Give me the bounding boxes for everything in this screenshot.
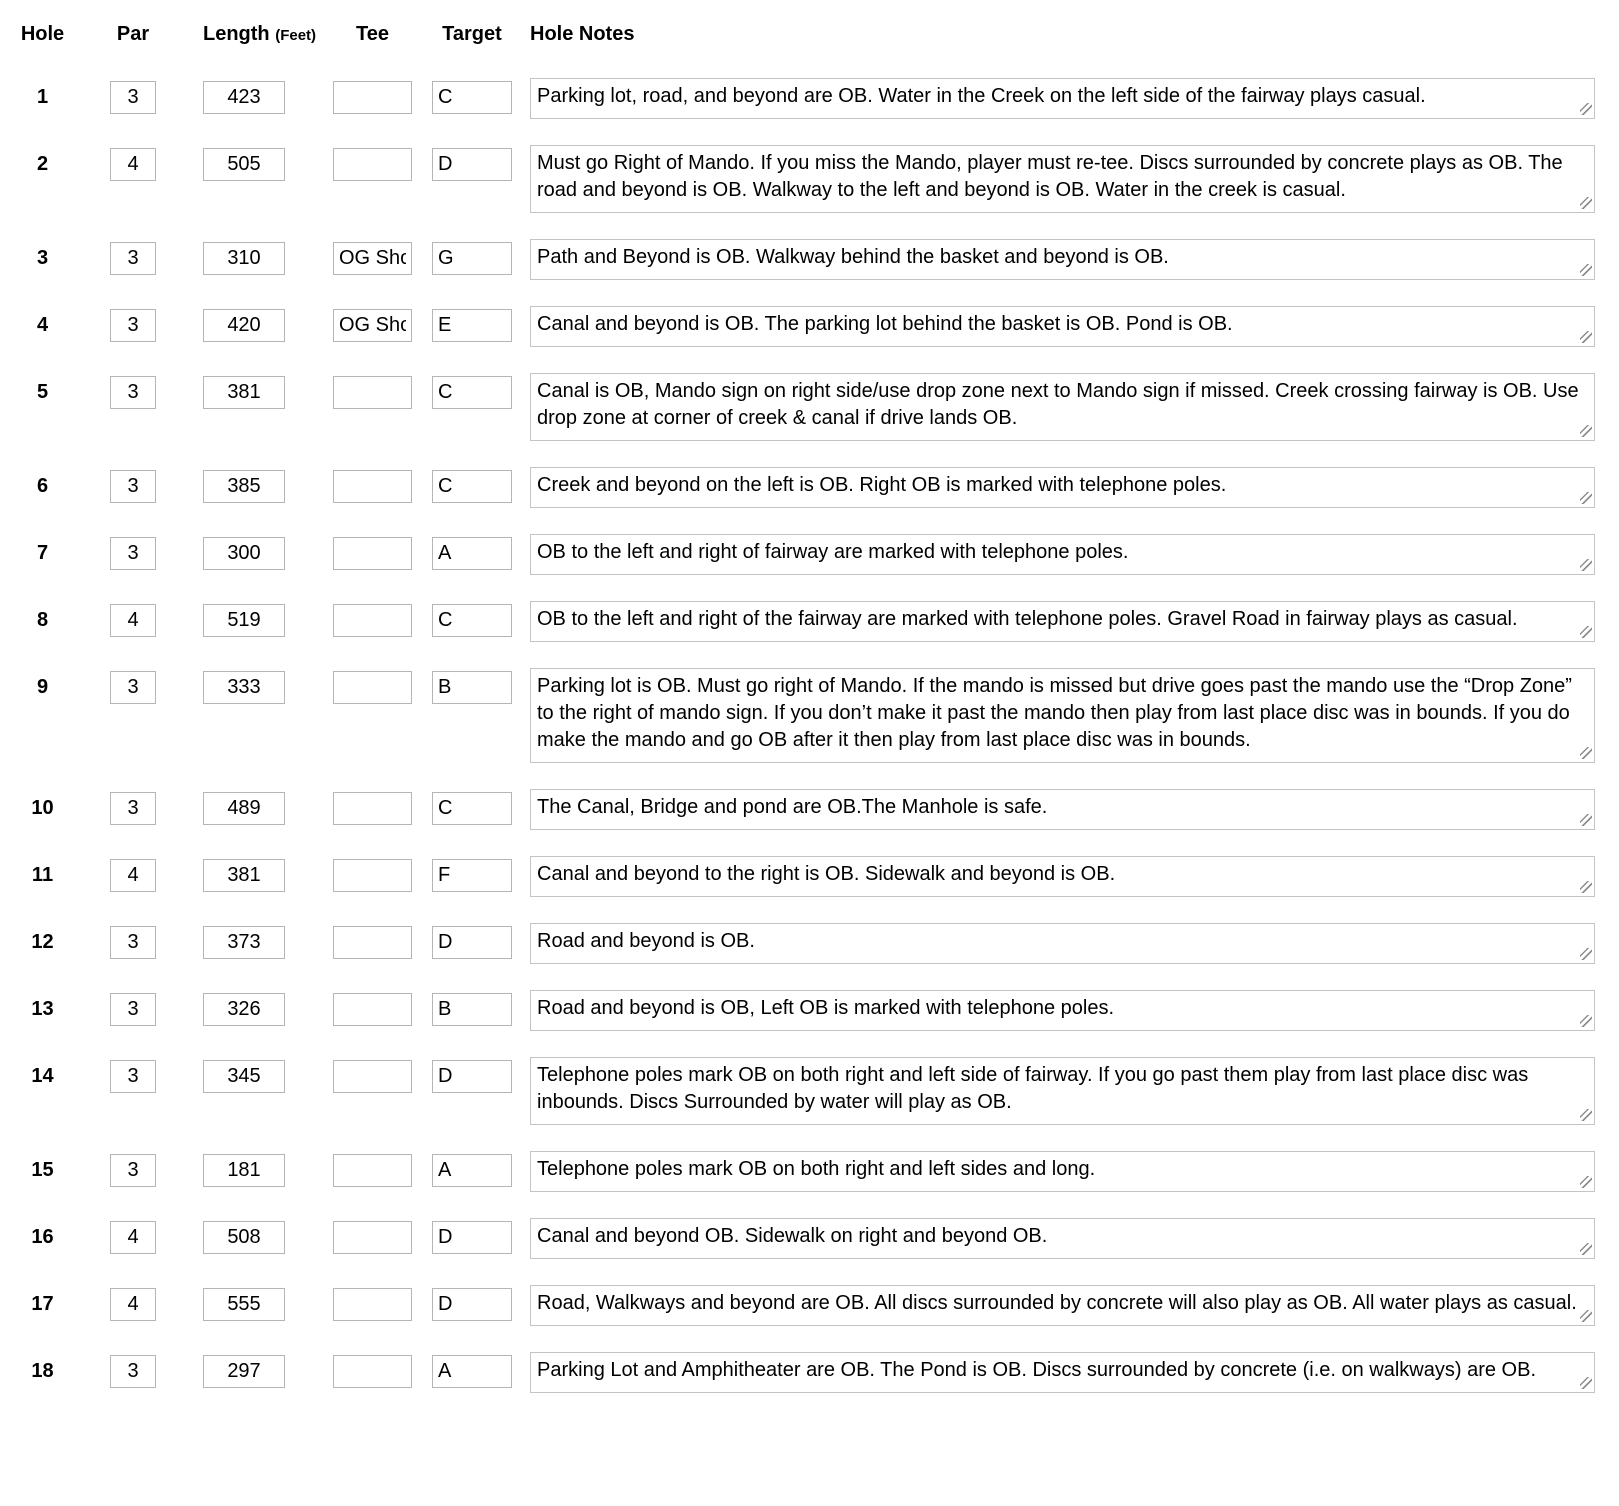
length-input[interactable] — [203, 1060, 285, 1093]
tee-input[interactable] — [333, 792, 412, 825]
resize-grip-icon[interactable] — [1580, 881, 1592, 893]
column-header-hole: Hole — [20, 23, 65, 45]
resize-grip-icon[interactable] — [1580, 1015, 1592, 1027]
hole-number: 18 — [31, 1360, 54, 1382]
target-input[interactable] — [432, 1060, 512, 1093]
par-input[interactable] — [110, 470, 156, 503]
tee-input[interactable] — [333, 1060, 412, 1093]
length-input[interactable] — [203, 1355, 285, 1388]
hole-row — [15, 145, 1619, 213]
par-input[interactable] — [110, 1355, 156, 1388]
resize-grip-icon[interactable] — [1580, 331, 1592, 343]
tee-input[interactable] — [333, 604, 412, 637]
hole-notes-textarea[interactable] — [530, 1218, 1595, 1259]
hole-number: 16 — [31, 1226, 54, 1248]
tee-input[interactable] — [333, 537, 412, 570]
target-input[interactable] — [432, 926, 512, 959]
hole-number: 14 — [31, 1065, 54, 1087]
target-input[interactable] — [432, 993, 512, 1026]
hole-row — [15, 467, 1619, 508]
column-header-target: Target — [442, 23, 502, 45]
hole-number: 8 — [36, 609, 49, 631]
length-input[interactable] — [203, 81, 285, 114]
length-input[interactable] — [203, 926, 285, 959]
target-input[interactable] — [432, 470, 512, 503]
hole-row — [15, 789, 1619, 830]
length-input[interactable] — [203, 242, 285, 275]
hole-number: 13 — [31, 998, 54, 1020]
par-input[interactable] — [110, 671, 156, 704]
target-input[interactable] — [432, 604, 512, 637]
hole-notes-textarea[interactable] — [530, 923, 1595, 964]
resize-grip-icon[interactable] — [1580, 264, 1592, 276]
par-input[interactable] — [110, 376, 156, 409]
column-header-tee: Tee — [356, 23, 389, 45]
hole-notes-textarea[interactable] — [530, 78, 1595, 119]
hole-row — [15, 1218, 1619, 1259]
hole-number: 12 — [31, 931, 54, 953]
hole-row — [15, 373, 1619, 441]
hole-number: 9 — [36, 676, 49, 698]
target-input[interactable] — [432, 376, 512, 409]
resize-grip-icon[interactable] — [1580, 626, 1592, 638]
hole-number: 11 — [31, 864, 54, 886]
tee-input[interactable] — [333, 671, 412, 704]
hole-notes-textarea[interactable] — [530, 990, 1595, 1031]
target-input[interactable] — [432, 671, 512, 704]
tee-input[interactable] — [333, 81, 412, 114]
hole-notes-textarea[interactable] — [530, 789, 1595, 830]
hole-row — [15, 856, 1619, 897]
par-input[interactable] — [110, 604, 156, 637]
target-input[interactable] — [432, 242, 512, 275]
tee-input[interactable] — [333, 242, 412, 275]
hole-notes-textarea[interactable] — [530, 145, 1595, 213]
tee-input[interactable] — [333, 376, 412, 409]
hole-number: 17 — [31, 1293, 54, 1315]
hole-number: 15 — [31, 1159, 54, 1181]
par-input[interactable] — [110, 1288, 156, 1321]
par-input[interactable] — [110, 792, 156, 825]
par-input[interactable] — [110, 309, 156, 342]
target-input[interactable] — [432, 148, 512, 181]
hole-row — [15, 1057, 1619, 1125]
tee-input[interactable] — [333, 1221, 412, 1254]
tee-input[interactable] — [333, 470, 412, 503]
length-input[interactable] — [203, 671, 285, 704]
hole-notes-textarea[interactable] — [530, 239, 1595, 280]
target-input[interactable] — [432, 81, 512, 114]
par-input[interactable] — [110, 926, 156, 959]
resize-grip-icon[interactable] — [1580, 425, 1592, 437]
target-input[interactable] — [432, 792, 512, 825]
target-input[interactable] — [432, 537, 512, 570]
hole-row — [15, 1151, 1619, 1192]
length-input[interactable] — [203, 376, 285, 409]
par-input[interactable] — [110, 1060, 156, 1093]
par-input[interactable] — [110, 1221, 156, 1254]
par-input[interactable] — [110, 148, 156, 181]
length-input[interactable] — [203, 1288, 285, 1321]
tee-input[interactable] — [333, 1288, 412, 1321]
hole-number: 3 — [36, 247, 49, 269]
hole-number: 7 — [36, 542, 49, 564]
target-input[interactable] — [432, 309, 512, 342]
column-header-par: Par — [116, 23, 150, 45]
resize-grip-icon[interactable] — [1580, 197, 1592, 209]
target-input[interactable] — [432, 1154, 512, 1187]
resize-grip-icon[interactable] — [1580, 1243, 1592, 1255]
hole-notes-textarea[interactable] — [530, 534, 1595, 575]
length-input[interactable] — [203, 309, 285, 342]
hole-row — [15, 239, 1619, 280]
tee-input[interactable] — [333, 1355, 412, 1388]
resize-grip-icon[interactable] — [1580, 948, 1592, 960]
target-input[interactable] — [432, 1288, 512, 1321]
hole-number: 6 — [36, 475, 49, 497]
hole-number: 10 — [31, 797, 54, 819]
hole-notes-textarea[interactable] — [530, 1057, 1595, 1125]
length-input[interactable] — [203, 604, 285, 637]
par-input[interactable] — [110, 859, 156, 892]
length-input[interactable] — [203, 1154, 285, 1187]
hole-row — [15, 534, 1619, 575]
par-input[interactable] — [110, 242, 156, 275]
resize-grip-icon[interactable] — [1580, 1377, 1592, 1389]
length-input[interactable] — [203, 1221, 285, 1254]
hole-number: 2 — [36, 153, 49, 175]
hole-number: 5 — [36, 381, 49, 403]
resize-grip-icon[interactable] — [1580, 1109, 1592, 1121]
hole-row — [15, 1352, 1619, 1393]
hole-notes-textarea[interactable] — [530, 1352, 1595, 1393]
target-input[interactable] — [432, 859, 512, 892]
tee-input[interactable] — [333, 993, 412, 1026]
length-input[interactable] — [203, 148, 285, 181]
hole-notes-textarea[interactable] — [530, 467, 1595, 508]
resize-grip-icon[interactable] — [1580, 1176, 1592, 1188]
par-input[interactable] — [110, 993, 156, 1026]
table-header-row — [15, 22, 1619, 48]
target-input[interactable] — [432, 1221, 512, 1254]
hole-row — [15, 78, 1619, 119]
hole-notes-textarea[interactable] — [530, 668, 1595, 763]
length-input[interactable] — [203, 792, 285, 825]
par-input[interactable] — [110, 1154, 156, 1187]
column-header-length-unit: (Feet) — [275, 27, 317, 44]
length-input[interactable] — [203, 859, 285, 892]
resize-grip-icon[interactable] — [1580, 814, 1592, 826]
hole-notes-textarea[interactable] — [530, 601, 1595, 642]
hole-notes-textarea[interactable] — [530, 1151, 1595, 1192]
hole-number: 1 — [36, 86, 49, 108]
hole-row — [15, 601, 1619, 642]
par-input[interactable] — [110, 81, 156, 114]
column-header-length: Length (Feet) — [203, 23, 317, 45]
hole-row — [15, 306, 1619, 347]
hole-row — [15, 668, 1619, 763]
hole-notes-textarea[interactable] — [530, 373, 1595, 441]
hole-rows — [15, 78, 1619, 1393]
par-input[interactable] — [110, 537, 156, 570]
tee-input[interactable] — [333, 309, 412, 342]
resize-grip-icon[interactable] — [1580, 1310, 1592, 1322]
hole-notes-textarea[interactable] — [530, 306, 1595, 347]
hole-row — [15, 923, 1619, 964]
tee-input[interactable] — [333, 148, 412, 181]
hole-row — [15, 990, 1619, 1031]
tee-input[interactable] — [333, 1154, 412, 1187]
resize-grip-icon[interactable] — [1580, 492, 1592, 504]
hole-notes-textarea[interactable] — [530, 1285, 1595, 1326]
target-input[interactable] — [432, 1355, 512, 1388]
tee-input[interactable] — [333, 859, 412, 892]
length-input[interactable] — [203, 993, 285, 1026]
hole-row — [15, 1285, 1619, 1326]
tee-input[interactable] — [333, 926, 412, 959]
hole-notes-textarea[interactable] — [530, 856, 1595, 897]
resize-grip-icon[interactable] — [1580, 559, 1592, 571]
resize-grip-icon[interactable] — [1580, 747, 1592, 759]
length-input[interactable] — [203, 537, 285, 570]
column-header-hole-notes: Hole Notes — [530, 23, 635, 45]
resize-grip-icon[interactable] — [1580, 103, 1592, 115]
length-input[interactable] — [203, 470, 285, 503]
hole-number: 4 — [36, 314, 49, 336]
